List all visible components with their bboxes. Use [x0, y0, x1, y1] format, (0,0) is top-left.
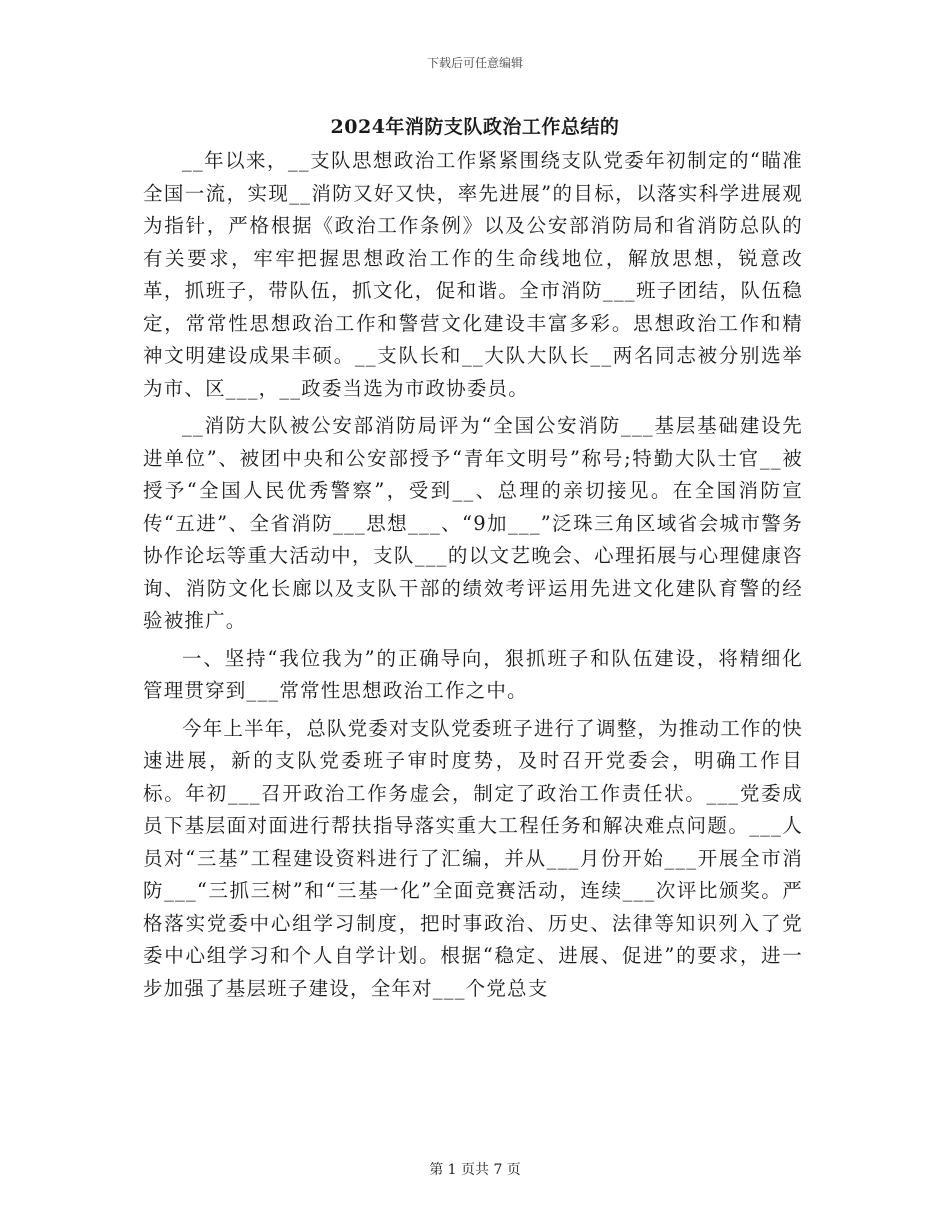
header-note: 下载后可任意编辑 [426, 56, 523, 70]
page-footer: 第 1 页共 7 页 [429, 1162, 521, 1178]
document-body [143, 145, 803, 1010]
paragraph-1: __年以来，__支队思想政治工作紧紧围绕支队党委年初制定的“瞄准全国一流，实现__消防又好又快，率先进展”的目标，以落实科学进展观为指针，严格根据《政治工作条例》以及公安部消防局和省消防总队的有关要求，牢牢把握思想政治工作的生命线地位，解放思想，锐意改革，抓班子，带队伍，抓文化，促和谐。全市消防___班子团结，队伍稳定，常常性思想政治工作和警营文化建设丰富多彩。思想政治工作和精神文明建设成果丰硕。__支队长和__大队大队长__两名同志被分别选举为市、区___，__政委当选为市政协委员。 [143, 149, 803, 400]
paragraph-3: 一、坚持“我位我为”的正确导向，狠抓班子和队伍建设，将精细化管理贯穿到___常常性思想政治工作之中。 [143, 646, 803, 702]
paragraph-4: 今年上半年，总队党委对支队党委班子进行了调整，为推动工作的快速进展，新的支队党委班子审时度势，及时召开党委会，明确工作目标。年初___召开政治工作务虚会，制定了政治工作责任状。___党委成员下基层面对面进行帮扶指导落实重大工程任务和解决难点问题。___人员对“三基”工程建设资料进行了汇编，并从___月份开始___开展全市消防___“三抓三树”和“三基一化”全面竞赛活动，连续___次评比颁奖。严格落实党委中心组学习制度，把时事政治、历史、法律等知识列入了党委中心组学习和个人自学计划。根据“稳定、进展、促进”的要求，进一步加强了基层班子建设，全年对___个党总支 [143, 716, 804, 1000]
paragraph-2: __消防大队被公安部消防局评为“全国公安消防___基层基础建设先进单位”、被团中央和公安部授予“青年文明号”称号;特勤大队士官__被授予“全国人民优秀警察”，受到__、总理的亲切接见。在全国消防宣传“五进”、全省消防___思想___、“9加___”泛珠三角区域省会城市警务协作论坛等重大活动中，支队___的以文艺晚会、心理拓展与心理健康咨询、消防文化长廊以及支队干部的绩效考评运用先进文化建队育警的经验被推广。 [143, 414, 803, 632]
document-title: 2024年消防支队政治工作总结的 [330, 116, 620, 138]
